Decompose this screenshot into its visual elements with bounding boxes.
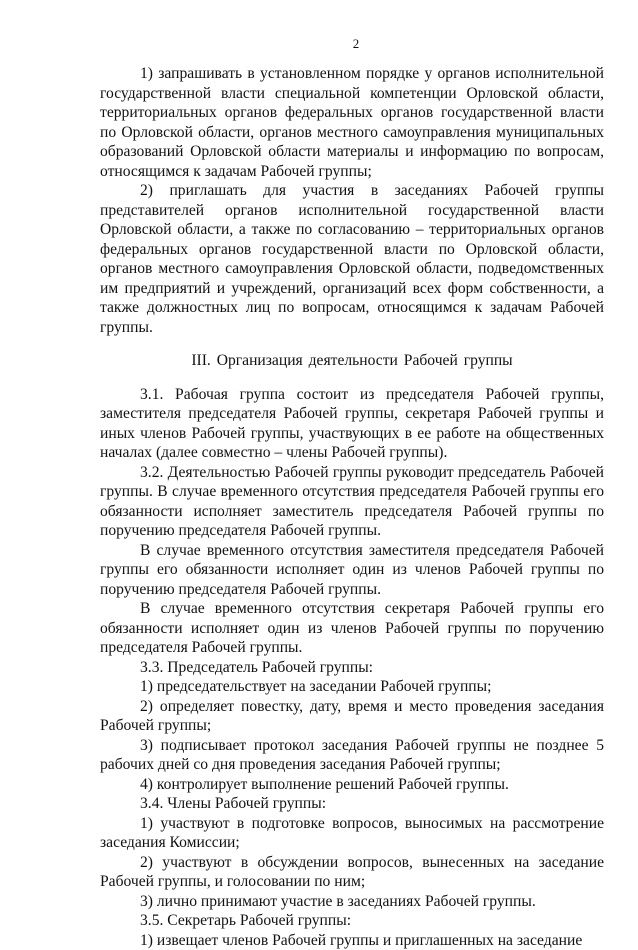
section-heading: III. Организация деятельности Рабочей группы	[100, 351, 604, 371]
paragraph-secretary-absence: В случае временного отсутствия секретаря Рабочей группы его обязанности исполняет один из членов Рабочей группы по поручению председателя Рабочей группы.	[100, 599, 604, 658]
list-item: 4) контролирует выполнение решений Рабочей группы.	[100, 775, 604, 795]
list-item: 1) участвуют в подготовке вопросов, выносимых на рассмотрение заседания Комиссии;	[100, 814, 604, 853]
paragraph-3-1: 3.1. Рабочая группа состоит из председателя Рабочей группы, заместителя председателя Рабочей группы, секретаря Рабочей группы и иных членов Рабочей группы, участвующих в ее работе на общественных началах (далее совместно – члены Рабочей группы).	[100, 385, 604, 463]
paragraph-3-2: 3.2. Деятельностью Рабочей группы руководит председатель Рабочей группы. В случае временного отсутствия председателя Рабочей группы его обязанности исполняет заместитель председателя Рабочей группы по поручению председателя Рабочей группы.	[100, 463, 604, 541]
paragraph-item-2: 2) приглашать для участия в заседаниях Рабочей группы представителей органов исполнительной государственной власти Орловской области, а также по согласованию – территориальных органов федеральных органов государственной власти по Орловской области, органов местного самоуправления Орловской области, подведомственных им предприятий и учреждений, организаций всех форм собственности, а также должностных лиц по вопросам, относящимся к задачам Рабочей группы.	[100, 181, 604, 337]
list-item: 1) извещает членов Рабочей группы и приглашенных на заседание	[100, 931, 604, 950]
list-item: 1) председательствует на заседании Рабочей группы;	[100, 677, 604, 697]
paragraph-3-4: 3.4. Члены Рабочей группы:	[100, 794, 604, 814]
paragraph-3-3: 3.3. Председатель Рабочей группы:	[100, 658, 604, 678]
paragraph-deputy-absence: В случае временного отсутствия заместителя председателя Рабочей группы его обязанности исполняет один из членов Рабочей группы по поручению председателя Рабочей группы.	[100, 541, 604, 600]
list-item: 2) определяет повестку, дату, время и место проведения заседания Рабочей группы;	[100, 697, 604, 736]
list-item: 3) лично принимают участие в заседаниях Рабочей группы.	[100, 892, 604, 912]
list-item: 3) подписывает протокол заседания Рабочей группы не позднее 5 рабочих дней со дня проведения заседания Рабочей группы;	[100, 736, 604, 775]
page-number: 2	[100, 36, 604, 52]
paragraph-item-1: 1) запрашивать в установленном порядке у органов исполнительной государственной власти специальной компетенции Орловской области, территориальных органов федеральных органов государственной власти по Орловской области, органов местного самоуправления муниципальных образований Орловской области материалы и информацию по вопросам, относящимся к задачам Рабочей группы;	[100, 64, 604, 181]
paragraph-3-5: 3.5. Секретарь Рабочей группы:	[100, 911, 604, 931]
list-item: 2) участвуют в обсуждении вопросов, вынесенных на заседание Рабочей группы, и голосовании по ним;	[100, 853, 604, 892]
